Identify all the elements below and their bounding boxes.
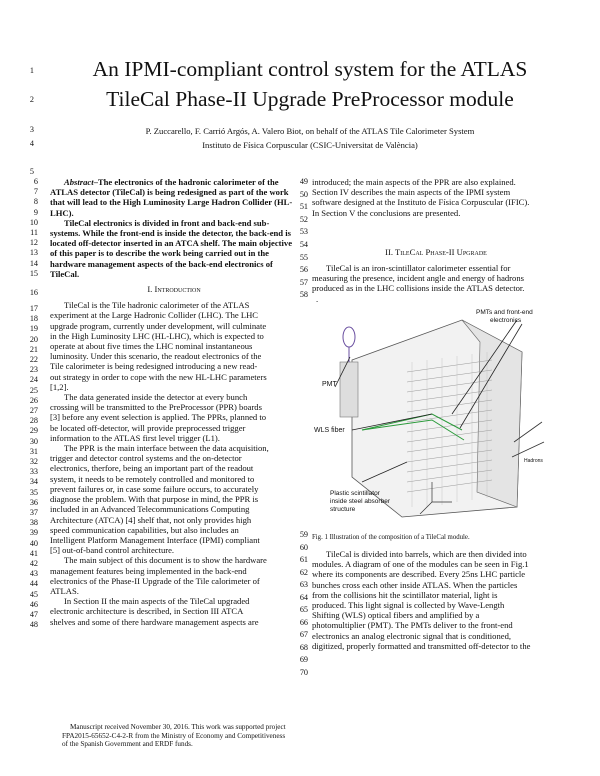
line-number: 22 [29,355,38,364]
line-number: 38 [29,518,38,528]
line-number: 23 [29,365,38,375]
abstract-line: TileCal. [50,268,80,279]
body-line: upgrade program, currently under development, will culminate [50,320,267,331]
body-line: In Section V the conclusions are presented. [312,207,461,218]
line-number: 64 [299,592,308,602]
line-number: 26 [29,395,38,405]
body-line: information to the ATLAS first level trigger (L1). [50,432,220,443]
abstract-line: located off-detector inserted in an ATCA shelf. The main objective [50,238,293,249]
line-number: 55 [299,252,308,262]
paper-title [40,54,580,114]
line-number: 25 [29,385,38,395]
label-plastic-scintillator-3: structure [330,506,356,513]
body-line: The main subject of this document is to show the hardware [64,555,267,566]
label-plastic-scintillator: Plastic scintillator [330,490,380,497]
line-number: 60 [299,542,308,552]
right-column-top [312,177,560,218]
line-number: 31 [29,446,38,456]
line-number: 30 [29,436,38,446]
line-number: 28 [29,416,38,426]
body-line: ATLAS. [50,585,79,596]
line-number: 4 [29,139,34,148]
line-number: 12 [29,238,38,248]
body-line: electronics of the Phase-II Upgrade of the Tile calorimeter of [50,575,260,586]
line-number: 7 [33,187,38,197]
body-line: where its components are described. Every 25ns LHC particle [312,569,526,580]
abstract-line: ATLAS detector (TileCal) is being redesigned as part of the work [50,187,289,198]
footnote-line: of the Spanish Government and ERDF funds. [62,740,193,749]
line-number: 61 [299,555,308,564]
line-number: 10 [29,217,38,227]
body-line: be located off-detector, will provide preprocessed trigger [50,422,246,433]
line-number: 59 [299,530,308,539]
line-number: 15 [29,268,38,278]
line-number: 19 [29,324,38,334]
label-hadrons: Hadrons [524,458,543,464]
line-number: 63 [299,580,308,589]
abstract-line: LHC). [50,207,74,218]
body-line: from the collisions hit the scintillator material, light is [312,589,498,600]
line-number: 40 [29,538,38,548]
line-number: 24 [29,375,38,385]
body-line: crossing will be transmitted to the PreProcessor (PPR) boards [50,402,262,413]
body-line: management features being implemented in the back-end [50,565,247,576]
abstract-line: that will lead to the High Luminosity Large Hadron Collider (HL- [50,197,293,208]
line-number: 57 [299,277,308,287]
body-line: electronics, therfore, being an important part of the readout [50,463,254,474]
abstract-line: of this paper is to describe the work being carried out in the [50,248,269,259]
body-line: measuring the presence, incident angle and energy of hadrons [312,273,524,284]
line-number: 66 [299,617,308,627]
tilecal-intro [312,263,560,304]
body-line: . [316,293,319,304]
line-number: 51 [299,202,308,212]
body-line: electronics an analog electronic signal that is conditioned, [312,630,512,641]
body-line: bunches cross each other inside ATLAS. When the particles [312,579,518,590]
line-number: 37 [29,508,38,517]
label-wls-fiber: WLS fiber [314,427,345,434]
title-line-2: TileCal Phase-II Upgrade PreProcessor module [106,87,514,111]
line-number: 41 [29,548,38,558]
line-number: 11 [30,228,38,237]
body-line: out strategy in order to cope with the new HL-LHC parameters [50,371,267,382]
line-number: 35 [29,487,38,497]
pmt-drawer [340,362,358,417]
body-line: photomultiplier (PMT). The PMTs deliver to the front-end [312,620,513,631]
authors: P. Zuccarello, F. Carrió Argós, A. Valero Biot, on behalf of the ATLAS Tile Calorimeter System [145,126,475,136]
body-line: The data generated inside the detector at every bunch [64,392,248,403]
label-pmts-frontend: PMTs and front-end [476,309,533,316]
line-number: 27 [29,406,38,415]
line-number: 70 [299,667,308,677]
line-number: 17 [29,304,38,313]
line-number: 39 [29,528,38,538]
body-line: trigger and detector control systems and the on-detector [50,453,242,464]
line-number: 8 [33,197,38,207]
left-column [50,177,298,627]
line-number: 46 [29,599,38,609]
line-number: 16 [29,288,38,297]
abstract-line: systems. While the front-end is inside the detector, the back-end is [50,228,291,239]
body-line: digitized, properly formatted and transmitted off-detector to the [312,640,531,651]
body-line: In Section II the main aspects of the TileCal upgraded [64,596,250,607]
line-number: 47 [29,610,38,619]
tilecal-module-figure [312,302,560,530]
introduction-body [50,300,298,627]
body-line: Intelligent Platform Management Interface (IPMI) compliant [50,534,260,545]
body-line: luminosity. Under this scenario, the readout electronics of the [50,351,262,362]
line-number: 2 [29,95,34,104]
body-line: [1,2]. [50,381,69,392]
line-number: 9 [33,207,38,217]
line-number: 58 [299,290,308,300]
body-line: [5] out-of-band control architecture. [50,545,175,556]
line-number: 53 [299,227,308,237]
body-line: TileCal is divided into barrels, which are then divided into [326,549,527,559]
title-line-1: An IPMI-compliant control system for the ATLAS [92,57,528,81]
body-line: operate at about five times the LHC nominal instantaneous [50,341,253,352]
line-number: 36 [29,497,38,507]
footnote-line: FPA2015-65652-C4-2-R from the Ministry of Economy and Competitiveness [62,731,286,740]
line-number: 13 [29,248,38,258]
line-number: 33 [29,467,38,477]
line-number: 52 [299,214,308,224]
line-number: 29 [29,426,38,436]
line-number: 56 [299,265,308,275]
line-number: 49 [299,177,308,186]
label-plastic-scintillator-2: inside steel absorber [330,498,390,505]
line-number: 68 [299,642,308,652]
line-number: 5 [29,167,34,176]
line-number: 54 [299,240,308,249]
affiliation: Instituto de Física Corpuscular (CSIC-Universitat de València) [202,140,418,150]
abstract-line: Abstract–The electronics of the hadronic calorimeter of the [64,177,279,187]
body-line: shelves and some of there hardware management aspects are [50,616,259,627]
label-pmt: PMT [322,381,337,388]
body-line: TileCal is the Tile hadronic calorimeter of the ATLAS [64,300,250,311]
line-number: 43 [29,569,38,579]
body-line: The PPR is the main interface between the data acquisition, [64,443,269,454]
line-number: 32 [29,457,38,466]
body-line: diagnose the problem. With that purpose in mind, the PPR is [50,494,259,505]
right-column-body [312,549,560,651]
abstract-line: hardware management aspects of the back-end electronics of [50,258,273,269]
body-line: Tile calorimeter is being redesigned introducing a new read- [50,361,258,372]
body-line: in the High Luminosity LHC (HL-LHC), which is expected to [50,330,264,341]
line-number: 69 [299,655,308,664]
body-line: produced. This light signal is collected by Wave-Length [312,600,505,611]
body-line: introduced; the main aspects of the PPR are also explained. [312,177,516,187]
body-line: software designed at the Instituto de Física Corpuscular (IFIC). [312,197,530,208]
body-line: experiment at the Large Hadronic Collider (LHC). The LHC [50,310,259,321]
body-line: Shifting (WLS) optical fibers and amplified by a [312,610,480,621]
footnote-line: Manuscript received November 30, 2016. This work was supported project [70,723,286,731]
body-line: [3] before any event selection is applied. The PPRs, planned to [50,412,267,423]
line-number: 42 [29,559,38,568]
line-number: 65 [299,605,308,614]
section-heading-introduction: I. Introduction [147,284,201,295]
body-line: produced as in the LHC collisions inside the ATLAS detector. [312,283,525,294]
line-number: 1 [29,66,34,75]
body-line: prevent failures or, in case some failure occurs, to accurately [50,483,259,494]
line-number: 21 [29,344,38,354]
line-number: 6 [33,177,38,186]
pmt-tube [343,327,355,347]
line-number: 67 [299,630,308,639]
line-number: 20 [29,334,38,344]
body-line: system, it needs to be remotely controlled and monitored to [50,473,255,484]
abstract-label: Abstract [64,177,94,187]
line-number: 34 [29,477,38,487]
abstract [50,177,298,279]
line-number: 48 [29,620,38,630]
body-line: Architecture (ATCA) [4] shelf that, not only provides high [50,514,252,525]
line-number: 45 [29,589,38,599]
figure-caption: Fig. 1 Illustration of the composition of a TileCal module. [312,534,470,541]
line-number: 14 [29,258,38,268]
line-number: 50 [299,189,308,199]
body-line: Section IV describes the main aspects of the IPMI system [312,187,511,198]
abstract-line: TileCal electronics is divided in front and back-end sub- [64,217,270,228]
section-heading-tilecal: II. TileCal Phase-II Upgrade [385,247,487,257]
body-line: included in an Advanced Telecommunications Computing [50,504,250,515]
body-line: modules. A diagram of one of the modules can be seen in Fig.1 [312,559,529,570]
line-number: 62 [299,567,308,577]
body-line: speed communication capabilities, but also includes an [50,524,239,535]
line-number: 44 [29,579,38,589]
body-line: electronic architecture is described, in Section III ATCA [50,606,244,617]
line-number: 3 [29,125,34,134]
line-number: 18 [29,314,38,324]
label-pmts-frontend-2: electronics [490,317,522,324]
body-line: TileCal is an iron-scintillator calorimeter essential for [326,263,511,273]
footnote [62,723,302,749]
authors-block [40,124,580,152]
